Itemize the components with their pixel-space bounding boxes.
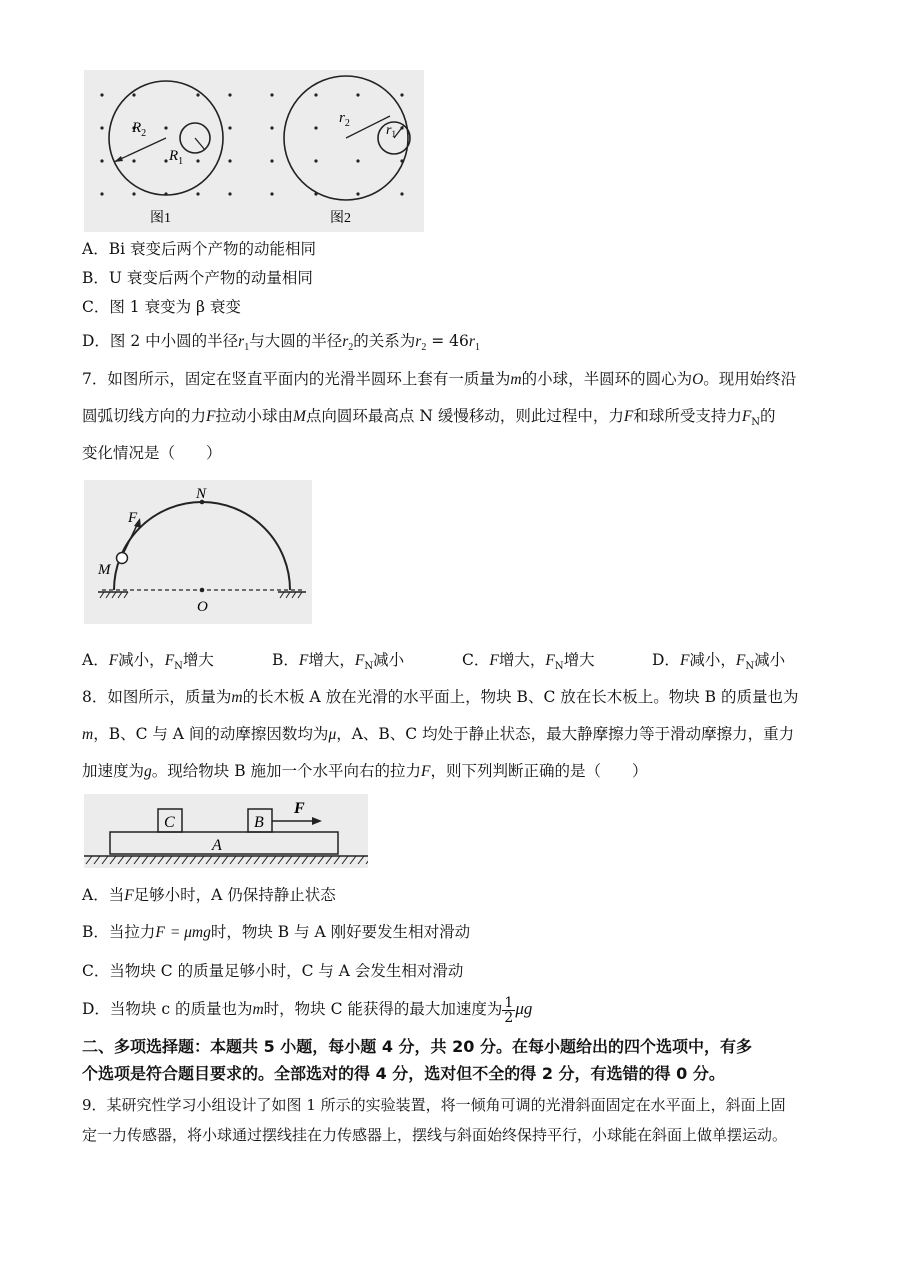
label-F: F xyxy=(128,510,138,526)
var-r2: $r_2$ xyxy=(342,333,354,353)
figure-blocks xyxy=(84,794,368,868)
q6-option-d[interactable] xyxy=(82,330,480,359)
ground-hatch xyxy=(118,856,124,864)
ground-hatch xyxy=(310,856,316,864)
blocks-diagram xyxy=(84,794,368,868)
q6-option-c[interactable]: C．图 1 衰变为 β 衰变 xyxy=(82,298,241,316)
ground-hatch xyxy=(342,856,348,864)
ground-hatch xyxy=(318,856,324,864)
ground-hatch xyxy=(270,856,276,864)
q8-option-d[interactable]: D．当物块 c 的质量也为m时，物块 C 能获得的最大加速度为 $\frac{1}{2}$ μg xyxy=(82,994,533,1026)
ground-hatch xyxy=(326,856,332,864)
eq-r2: $r_2$ xyxy=(415,333,427,353)
ground-hatch xyxy=(86,856,92,864)
label-r1: $r_1$ xyxy=(386,123,396,139)
label-R2: $R_2$ xyxy=(132,120,147,139)
ground-hatch xyxy=(150,856,156,864)
caption-fig2: 图2 xyxy=(330,211,351,226)
ground-hatch xyxy=(166,856,172,864)
q8-line2: m，B、C 与 A 间的动摩擦因数均为μ，A、B、C 均处于静止状态，最大静摩擦力等于滑动摩擦力，重力 xyxy=(82,725,795,743)
label-A: A xyxy=(212,837,222,854)
q8-option-b[interactable]: B．当拉力F = μmg时，物块 B 与 A 刚好要发生相对滑动 xyxy=(82,923,471,941)
q7-line2: 圆弧切线方向的力F拉动小球由M点向圆环最高点 N 缓慢移动，则此过程中，力F和球所受支持力$F_N$的 xyxy=(82,407,776,428)
ground-hatch xyxy=(134,856,140,864)
ground-hatch xyxy=(206,856,212,864)
q7-option-a[interactable]: A．F减小，$F_N$增大 xyxy=(82,651,214,672)
ground-hatch xyxy=(366,856,368,864)
figure-semicircle xyxy=(84,480,312,624)
label-M: M xyxy=(98,562,111,578)
q8-option-c[interactable]: C．当物块 C 的质量足够小时，C 与 A 会发生相对滑动 xyxy=(82,962,464,980)
semicircle-diagram xyxy=(84,480,312,624)
ground-hatch xyxy=(102,856,108,864)
caption-fig1: 图1 xyxy=(150,211,171,226)
q7-line1: 7．如图所示，固定在竖直平面内的光滑半圆环上套有一质量为m的小球，半圆环的圆心为O。现用始终沿 xyxy=(82,370,797,388)
q6-d-eq: = 46 xyxy=(431,332,469,350)
ground-hatch xyxy=(286,856,292,864)
ground-hatch xyxy=(246,856,252,864)
q7-line3: 变化情况是（ ） xyxy=(82,444,222,462)
ground-hatch xyxy=(126,856,132,864)
q7-option-d[interactable]: D．F减小，$F_N$减小 xyxy=(652,651,786,672)
ground-hatch xyxy=(142,856,148,864)
q6-option-b[interactable]: B．U 衰变后两个产物的动量相同 xyxy=(82,269,313,287)
fraction-half: $\frac{1}{2}$ xyxy=(504,994,514,1026)
ground-hatch xyxy=(158,856,164,864)
ground-hatch xyxy=(214,856,220,864)
q6-d-mid2: 的关系为 xyxy=(353,332,416,350)
ground-hatch xyxy=(262,856,268,864)
ground-hatch xyxy=(238,856,244,864)
figure-decay-circles xyxy=(84,70,424,232)
ground-hatch xyxy=(350,856,356,864)
label-R1: $R_1$ xyxy=(169,148,184,167)
ground-hatch xyxy=(182,856,188,864)
ground-hatch xyxy=(110,856,116,864)
ground-hatch xyxy=(174,856,180,864)
ground-hatch xyxy=(278,856,284,864)
ground-hatch xyxy=(190,856,196,864)
eq-r1: $r_1$ xyxy=(468,333,480,353)
label-N: N xyxy=(196,486,207,502)
q6-d-mid1: 与大圆的半径 xyxy=(249,332,343,350)
q7-option-c[interactable]: C．F增大，$F_N$增大 xyxy=(462,651,595,672)
q6-d-text: D．图 2 中小圆的半径 xyxy=(82,332,239,350)
label-O: O xyxy=(197,599,208,615)
q9-line1: 9．某研究性学习小组设计了如图 1 所示的实验装置，将一倾角可调的光滑斜面固定在水平面上，斜面上固 xyxy=(82,1096,786,1114)
q6-option-a[interactable]: A．Bi 衰变后两个产物的动能相同 xyxy=(82,240,316,258)
ground-hatch xyxy=(334,856,340,864)
label-F: F xyxy=(294,800,305,817)
q8-line1: 8．如图所示，质量为m的长木板 A 放在光滑的水平面上，物块 B、C 放在长木板上。物块 B 的质量也为 xyxy=(82,688,799,706)
var-r1: $r_1$ xyxy=(238,333,250,353)
section2-header-line1: 二、多项选择题：本题共 5 小题，每小题 4 分，共 20 分。在每小题给出的四个选项中，有多 xyxy=(82,1037,752,1056)
ground-hatch xyxy=(230,856,236,864)
ground-hatch xyxy=(222,856,228,864)
q8-line3: 加速度为g。现给物块 B 施加一个水平向右的拉力F，则下列判断正确的是（ ） xyxy=(82,762,648,780)
label-B: B xyxy=(254,814,264,831)
ground-hatch xyxy=(302,856,308,864)
ground-hatch xyxy=(254,856,260,864)
q9-line2: 定一力传感器，将小球通过摆线挂在力传感器上，摆线与斜面始终保持平行，小球能在斜面上做单摆运动。 xyxy=(82,1126,788,1144)
ground-hatch xyxy=(294,856,300,864)
label-r2: $r_2$ xyxy=(339,110,350,129)
ground-hatch xyxy=(198,856,204,864)
label-C: C xyxy=(164,814,175,831)
ground-hatch xyxy=(94,856,100,864)
decay-circles-diagram xyxy=(84,70,424,232)
section2-header-line2: 个选项是符合题目要求的。全部选对的得 4 分，选对但不全的得 2 分，有选错的得 0 分。 xyxy=(82,1064,725,1083)
ground-hatch xyxy=(358,856,364,864)
q8-option-a[interactable]: A．当F足够小时，A 仍保持静止状态 xyxy=(82,886,336,904)
q7-option-b[interactable]: B．F增大，$F_N$减小 xyxy=(272,651,405,672)
